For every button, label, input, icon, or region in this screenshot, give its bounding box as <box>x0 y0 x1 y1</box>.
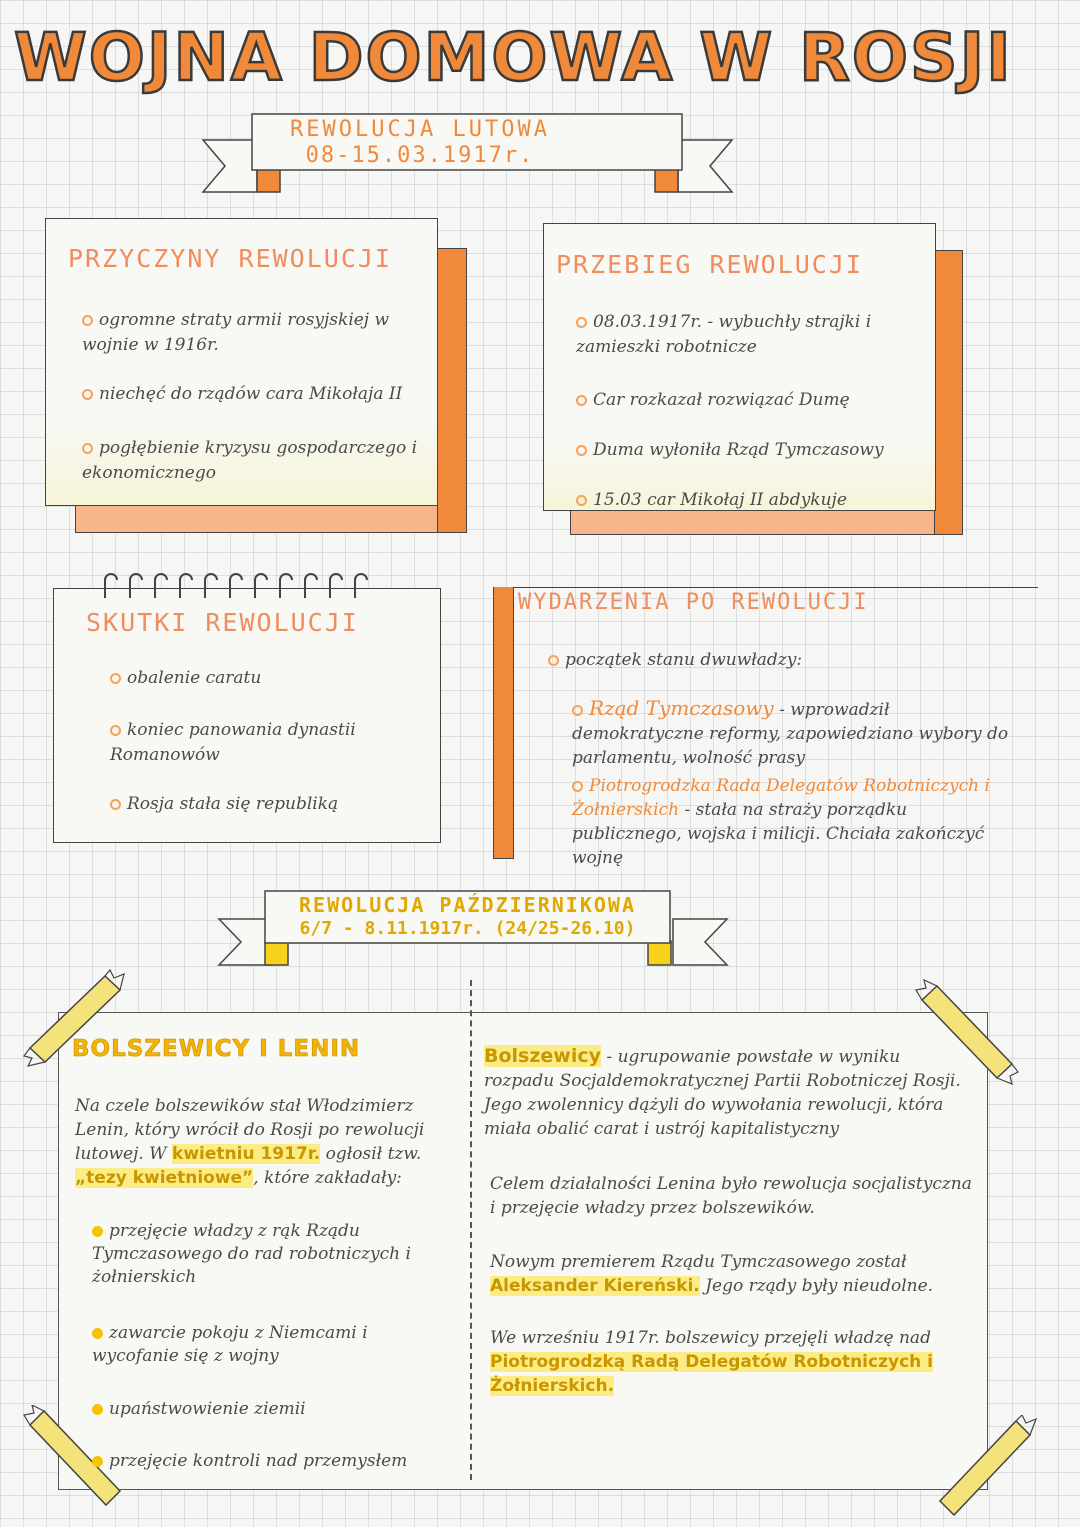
bullet-icon <box>82 443 93 454</box>
bullet-icon <box>110 725 121 736</box>
effects-item-3: Rosja stała się republiką <box>110 792 430 817</box>
events-petrograd-soviet: Piotrogrodzka Rada Delegatów Robotniczych i Żołnierskich - stała na straży porządku publicznego, wojska i milicji. Chciała zakończyć wojnę <box>572 776 990 868</box>
theses-item-2: zawarcie pokoju z Niemcami i wycofanie się z wojny <box>92 1323 368 1366</box>
theses-item-1: przejęcie władzy z rąk Rządu Tymczasowego do rad robotniczych i żołnierskich <box>92 1221 411 1287</box>
column-divider <box>470 980 472 1480</box>
events-provisional-government: Rząd Tymczasowy - wprowadził demokratyczne reformy, zapowiedziano wybory do parlamentu, wolność prasy <box>572 696 1009 768</box>
effects-item-2: koniec panowania dynastii Romanowów <box>110 720 356 765</box>
course-shadow-side <box>934 250 963 535</box>
theses-item-4: przejęcie kontroli nad przemysłem <box>92 1449 447 1474</box>
theses-item-3: upaństwowienie ziemii <box>92 1397 422 1422</box>
causes-item-2: niechęć do rządów cara Mikołaja II <box>82 382 422 407</box>
tape-bottom-right <box>930 1415 1040 1525</box>
events-title: WYDARZENIA PO REWOLUCJI <box>518 590 869 615</box>
spiral-binding-icon <box>95 568 395 608</box>
course-item-1: 08.03.1917r. - wybuchły strajki i zamieszki robotnicze <box>576 312 872 357</box>
course-title: PRZEBIEG REWOLUCJI <box>556 250 863 279</box>
bolsheviks-definition: Bolszewicy - ugrupowanie powstałe w wyniku rozpadu Socjaldemokratycznej Partii Robotniczej Rosji. Jego zwolennicy dążyli do wywołania rewolucji, która miała obalić carat i ustrój kapitalistyczny <box>484 1045 961 1139</box>
bullet-icon <box>572 781 583 792</box>
events-side-bar <box>493 587 514 859</box>
causes-item-3: pogłębienie kryzysu gospodarczego i ekonomicznego <box>82 438 418 483</box>
causes-item-1: ogromne straty armii rosyjskiej w wojnie w 1916r. <box>82 310 390 355</box>
course-item-2: Car rozkazał rozwiązać Dumę <box>576 388 921 413</box>
bullet-icon <box>110 673 121 684</box>
page-title: WOJNA DOMOWA W ROSJI <box>14 19 1013 96</box>
course-item-3: Duma wyłoniła Rząd Tymczasowy <box>576 438 921 463</box>
events-intro: początek stanu dwuwładzy: <box>548 648 1018 673</box>
bullet-icon <box>548 655 559 666</box>
bullet-icon <box>92 1328 103 1339</box>
bolsheviks-lenin-intro: Na czele bolszewików stał Włodzimierz Lenin, który wrócił do Rosji po rewolucji lutowej. W kwietniu 1917r. ogłosił tzw. „tezy kwietniowe”, które zakładały: <box>75 1096 425 1188</box>
bullet-icon <box>82 389 93 400</box>
new-prime-minister: Nowym premierem Rządu Tymczasowego został Aleksander Kiereński. Jego rządy były nieudolne. <box>490 1252 934 1296</box>
effects-item-1: obalenie caratu <box>110 666 430 691</box>
october-banner-title: REWOLUCJA PAŹDZIERNIKOWA <box>299 893 636 917</box>
course-item-4: 15.03 car Mikołaj II abdykuje <box>576 488 921 513</box>
october-banner-dates: 6/7 - 8.11.1917r. (24/25-26.10) <box>299 918 636 939</box>
causes-shadow-side <box>437 248 467 533</box>
bullet-icon <box>110 799 121 810</box>
effects-title: SKUTKI REWOLUCJI <box>86 608 359 637</box>
bullet-icon <box>576 395 587 406</box>
february-banner-title: REWOLUCJA LUTOWA <box>290 117 550 142</box>
bullet-icon <box>82 315 93 326</box>
bullet-icon <box>576 445 587 456</box>
lenin-goal: Celem działalności Lenina było rewolucja socjalistyczna i przejęcie władzy przez bolszewików. <box>490 1174 972 1218</box>
bullet-icon <box>572 705 583 716</box>
february-banner-dates: 08-15.03.1917r. <box>305 143 535 168</box>
bolsheviks-lenin-title: BOLSZEWICY I LENIN <box>72 1036 361 1062</box>
bullet-icon <box>92 1456 103 1467</box>
bullet-icon <box>92 1226 103 1237</box>
september-takeover: We wrześniu 1917r. bolszewicy przejęli władzę nad Piotrogrodzką Radą Delegatów Robotniczych i Żołnierskich. <box>490 1328 933 1396</box>
bullet-icon <box>92 1404 103 1415</box>
bullet-icon <box>576 495 587 506</box>
causes-title: PRZYCZYNY REWOLUCJI <box>68 244 392 273</box>
bullet-icon <box>576 317 587 328</box>
